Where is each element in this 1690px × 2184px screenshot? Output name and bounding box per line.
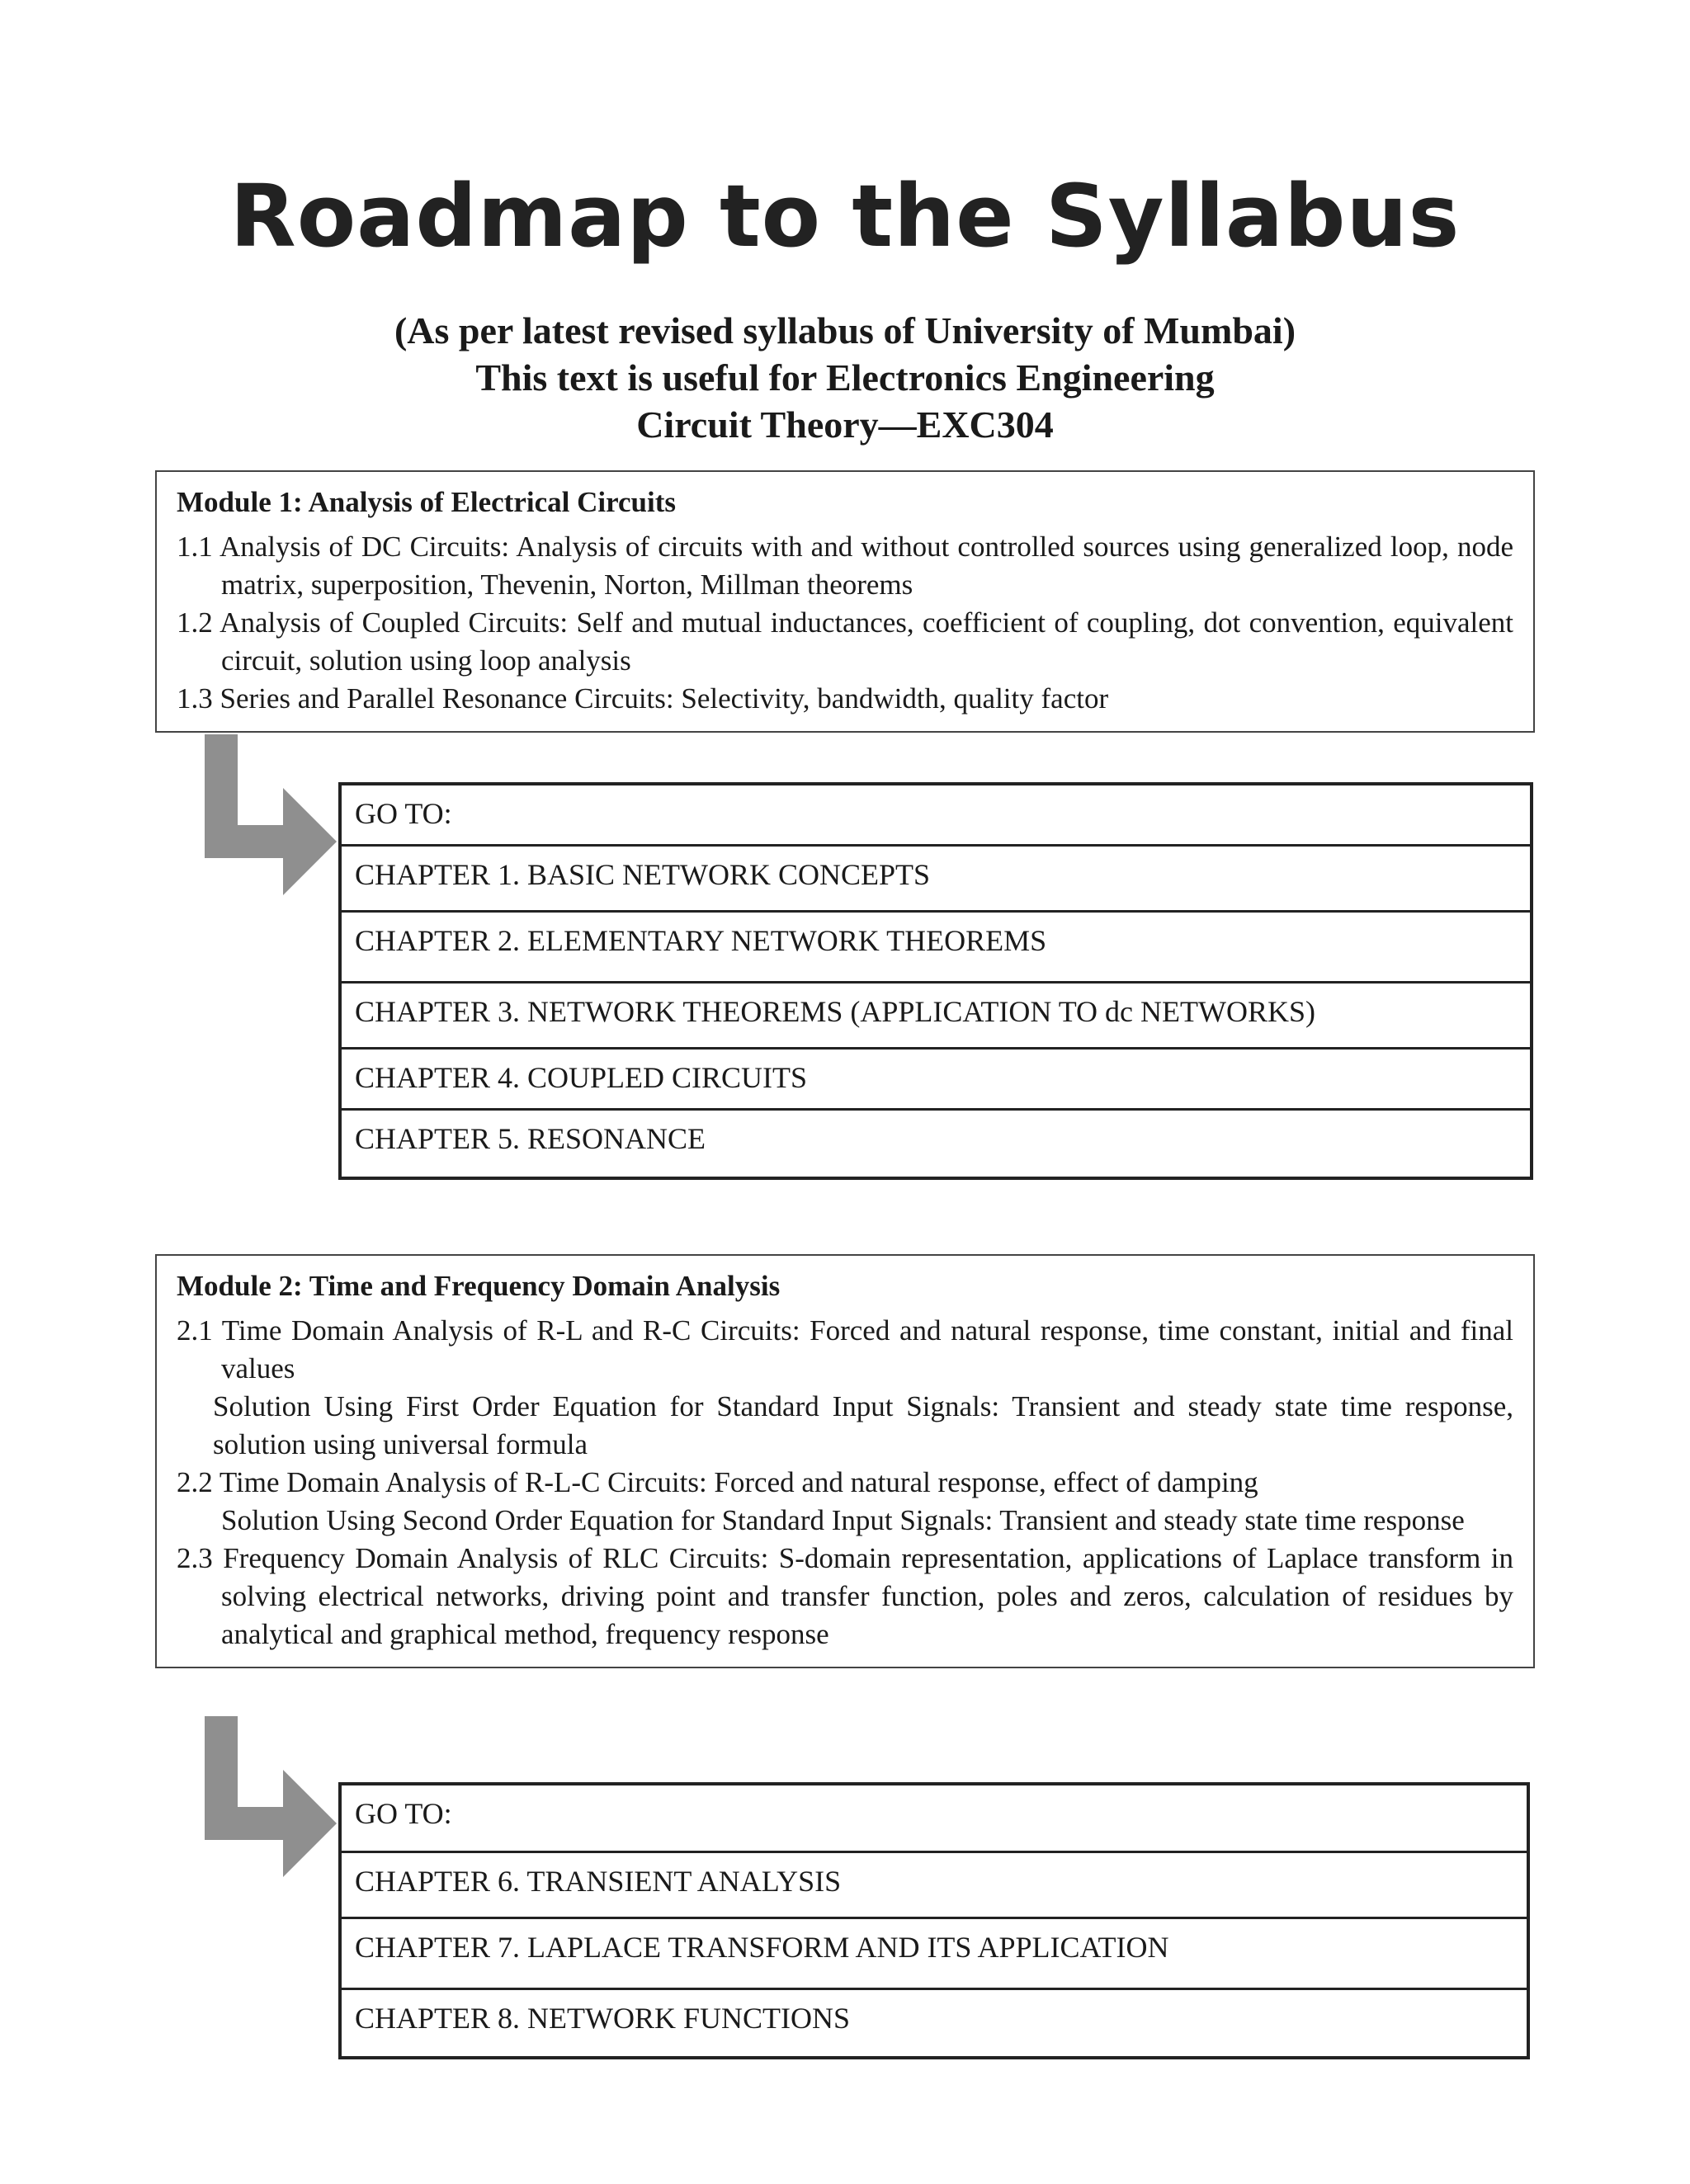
module-1-goto-table	[338, 782, 1533, 1180]
chapter-link[interactable]: CHAPTER 1. BASIC NETWORK CONCEPTS	[342, 847, 1530, 913]
bent-arrow-icon	[205, 734, 341, 899]
goto-label: GO TO:	[342, 785, 1530, 847]
syllabus-item: 2.2 Time Domain Analysis of R-L-C Circuits: Forced and natural response, effect of damping	[177, 1466, 1258, 1498]
chapter-link[interactable]: CHAPTER 8. NETWORK FUNCTIONS	[355, 2002, 851, 2035]
bent-arrow-icon	[205, 1716, 341, 1881]
syllabus-item: 1.1 Analysis of DC Circuits: Analysis of circuits with and without controlled sources using generalized loop, node matrix, superposition, Thevenin, Norton, Millman theorems	[177, 531, 1513, 601]
syllabus-item: Solution Using Second Order Equation for Standard Input Signals: Transient and steady state time response	[221, 1504, 1465, 1536]
syllabus-item: Solution Using First Order Equation for Standard Input Signals: Transient and steady state time response, solution using universal formula	[213, 1390, 1513, 1460]
subtitle-line: This text is useful for Electronics Engineering	[475, 356, 1215, 399]
module-title: Module 1: Analysis of Electrical Circuits	[177, 486, 676, 518]
chapter-link[interactable]: CHAPTER 3. NETWORK THEOREMS (APPLICATION TO dc NETWORKS)	[342, 984, 1530, 1050]
syllabus-item: 2.3 Frequency Domain Analysis of RLC Circuits: S-domain representation, applications of Laplace transform in solving electrical networks, driving point and transfer function, poles and zeros, calculation of residues by analytical and graphical method, frequency response	[177, 1542, 1513, 1650]
module-1-box	[155, 470, 1535, 733]
module-title: Module 2: Time and Frequency Domain Analysis	[177, 1270, 781, 1302]
chapter-link[interactable]: CHAPTER 5. RESONANCE	[355, 1122, 706, 1155]
subtitle-line: Circuit Theory—EXC304	[636, 403, 1054, 446]
chapter-link[interactable]: CHAPTER 6. TRANSIENT ANALYSIS	[342, 1853, 1527, 1919]
page-title: Roadmap to the Syllabus	[229, 166, 1461, 267]
chapter-link[interactable]: CHAPTER 2. ELEMENTARY NETWORK THEOREMS	[342, 913, 1530, 984]
subtitle-block	[0, 307, 1690, 448]
chapter-link[interactable]: CHAPTER 7. LAPLACE TRANSFORM AND ITS APPLICATION	[342, 1919, 1527, 1990]
goto-label: GO TO:	[342, 1785, 1527, 1853]
subtitle-line: (As per latest revised syllabus of University of Mumbai)	[394, 309, 1296, 351]
module-2-goto-table	[338, 1782, 1530, 2059]
syllabus-item: 1.2 Analysis of Coupled Circuits: Self and mutual inductances, coefficient of coupling, dot convention, equivalent circuit, solution using loop analysis	[177, 606, 1513, 677]
module-2-box	[155, 1254, 1535, 1668]
syllabus-item: 1.3 Series and Parallel Resonance Circuits: Selectivity, bandwidth, quality factor	[177, 682, 1109, 715]
syllabus-item: 2.1 Time Domain Analysis of R-L and R-C Circuits: Forced and natural response, time constant, initial and final values	[177, 1314, 1513, 1384]
chapter-link[interactable]: CHAPTER 4. COUPLED CIRCUITS	[342, 1050, 1530, 1111]
